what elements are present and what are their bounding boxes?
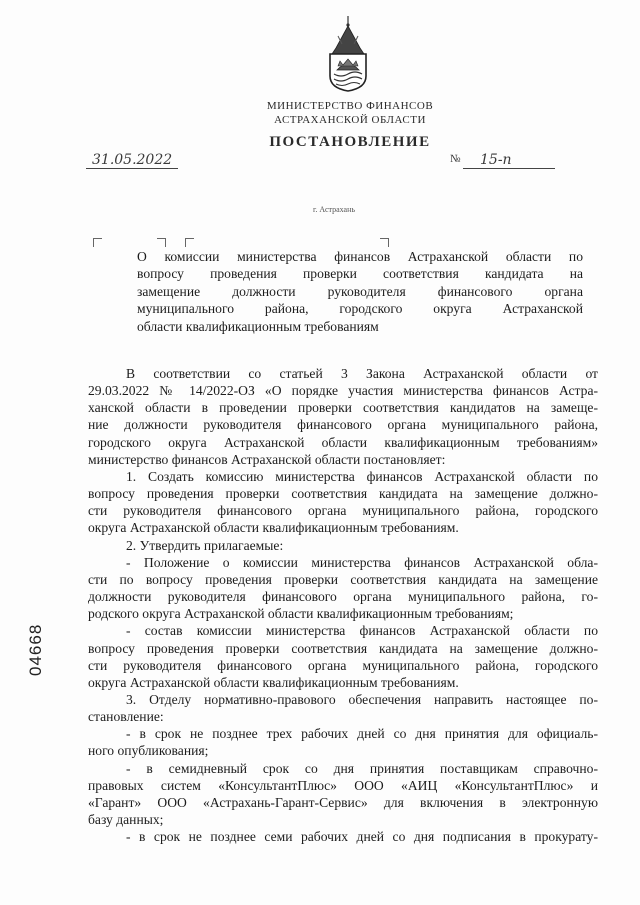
number-underline: [463, 168, 555, 169]
body-line: родского округа Астраханской области квалификационным требованиям;: [88, 606, 514, 622]
ministry-name-line1: МИНИСТЕРСТВО ФИНАНСОВ: [266, 100, 434, 112]
handwritten-number: 15-п: [480, 152, 512, 168]
subject-line: замещение должности руководителя финансового органа: [137, 283, 583, 299]
ministry-name-line2: АСТРАХАНСКОЙ ОБЛАСТИ: [274, 114, 426, 126]
body-line: - в срок не позднее семи рабочих дней со дня подписания в прокурату-: [126, 829, 598, 845]
body-line: вопросу проведения проверки соответствия кандидата на замещение должно-: [88, 486, 598, 502]
body-line: 29.03.2022 № 14/2022-ОЗ «О порядке участия министерства финансов Астра-: [88, 383, 598, 399]
body-line: должности руководителя финансового органа муниципального района, го-: [88, 589, 598, 605]
body-line: вопросу проведения проверки соответствия кандидата на замещение должно-: [88, 640, 598, 656]
bracket-corner-top-mid-left: [157, 238, 166, 247]
coat-of-arms-emblem: [322, 14, 374, 92]
body-line: 1. Создать комиссию министерства финансов Астраханской области по: [126, 468, 598, 484]
body-line: округа Астраханской области квалификационным требованиям.: [88, 674, 459, 690]
document-subject: [137, 248, 583, 335]
body-line: В соответствии со статьей 3 Закона Астраханской области от: [126, 366, 598, 381]
body-line: городского округа Астраханской области квалификационным требованиям»: [88, 434, 598, 450]
body-line: 2. Утвердить прилагаемые:: [126, 537, 284, 553]
body-line: правовых систем «КонсультантПлюс» ООО «АИЦ «КонсультантПлюс» и: [88, 777, 598, 793]
body-line: «Гарант» ООО «Астрахань-Гарант-Сервис» для включения в электронную: [88, 794, 598, 810]
body-line: становление:: [88, 709, 164, 725]
body-line: ного опубликования;: [88, 743, 209, 759]
body-line: - в срок не позднее трех рабочих дней со дня принятия для официаль-: [126, 726, 598, 742]
body-line: министерство финансов Астраханской области постановляет:: [88, 451, 446, 467]
subject-line: муниципального района, городского округа Астраханской: [137, 301, 583, 317]
subject-line: вопросу проведения проверки соответствия кандидата на: [137, 266, 583, 282]
body-line: 3. Отделу нормативно-правового обеспечения направить настоящее по-: [126, 691, 598, 707]
city-name: г. Астрахань: [312, 205, 356, 214]
body-line: ханской области в проведении проверки соответствия кандидатов на замеще-: [88, 400, 598, 416]
bracket-corner-top-left: [93, 238, 102, 247]
handwritten-date: 31.05.2022: [92, 152, 173, 168]
bracket-corner-top-mid-right: [185, 238, 194, 247]
body-line: сти по вопросу проведения проверки соответствия кандидата на замещение: [88, 571, 598, 587]
side-registration-number: 04668: [26, 623, 45, 676]
body-line: ние должности руководителя финансового органа муниципального района,: [88, 417, 598, 433]
body-line: сти руководителя финансового органа муниципального района, городского: [88, 657, 598, 673]
body-line: округа Астраханской области квалификационным требованиям.: [88, 520, 459, 536]
date-underline: [86, 168, 178, 169]
body-line: - состав комиссии министерства финансов Астраханской области по: [126, 623, 598, 639]
subject-line: области квалификационным требованиям: [137, 318, 379, 334]
bracket-corner-top-right: [380, 238, 389, 247]
document-body: [88, 365, 598, 845]
body-line: - в семидневный срок со дня принятия поставщикам справочно-: [126, 760, 598, 776]
document-type-title: ПОСТАНОВЛЕНИЕ: [269, 134, 431, 150]
subject-line: О комиссии министерства финансов Астраханской области по: [137, 249, 583, 264]
body-line: сти руководителя финансового органа муниципального района, городского: [88, 503, 598, 519]
body-line: - Положение о комиссии министерства финансов Астраханской обла-: [126, 554, 598, 570]
body-line: базу данных;: [88, 812, 164, 828]
number-sign: №: [450, 153, 461, 165]
